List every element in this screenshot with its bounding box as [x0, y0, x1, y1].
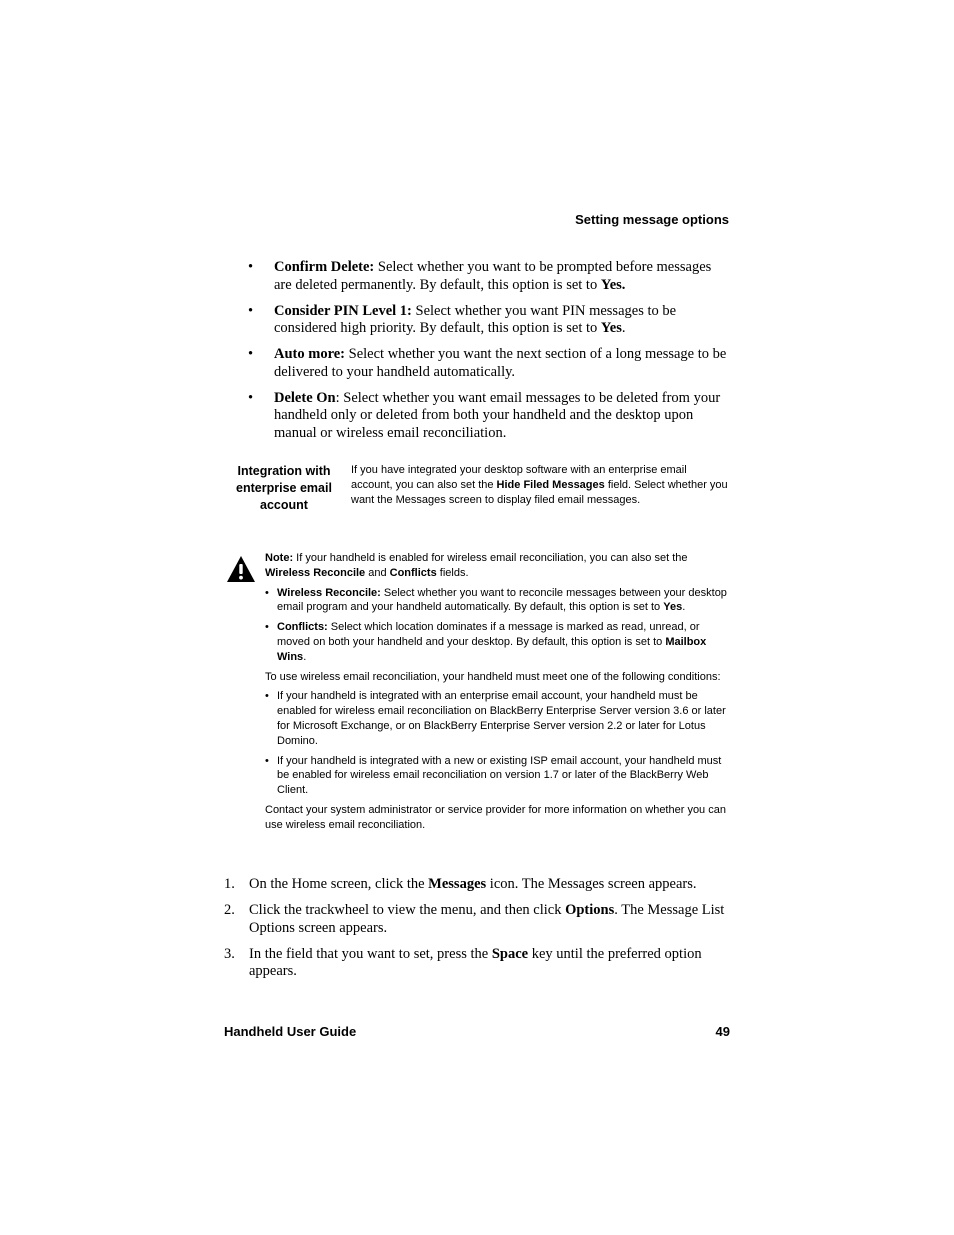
- step-text: On the Home screen, click the: [249, 876, 429, 892]
- step-text: . The Message List Options screen appears.: [249, 902, 725, 936]
- note-block: [265, 551, 731, 838]
- option-default-value: Yes: [600, 320, 622, 336]
- step-ui-term: Space: [491, 945, 529, 962]
- bullet: •: [248, 302, 254, 319]
- note-text: fields.: [436, 566, 469, 579]
- bullet: •: [248, 389, 254, 406]
- note-field-wireless-reconcile: [265, 586, 731, 616]
- page-number: 49: [715, 1024, 730, 1039]
- option-label: Auto more:: [274, 346, 346, 362]
- sidebar-text: [351, 463, 731, 509]
- sidebar-label: Integration with enterprise email account: [236, 464, 332, 512]
- option-label: Confirm Delete:: [274, 259, 375, 275]
- contact-text: Contact your system administrator or service provider for more information on whether you can use wireless email reconciliation.: [265, 803, 726, 831]
- bullet: •: [265, 690, 269, 703]
- note-text: If your handheld is enabled for wireless email reconciliation, you can also set the: [293, 552, 688, 564]
- condition-text: If your handheld is integrated with a new or existing ISP email account, your handheld must be enabled for wireless email reconciliation on version 1.7 or later of the BlackBerry Web Client.: [277, 754, 722, 797]
- note-field-name: Conflicts: [389, 566, 437, 579]
- bullet: •: [248, 259, 254, 275]
- bullet: •: [265, 621, 269, 634]
- sidebar-text-a: If you have integrated your desktop software with an enterprise email account, you can also set the: [351, 464, 687, 492]
- option-confirm-delete: [248, 259, 730, 294]
- step-ui-term: Messages: [428, 876, 487, 892]
- option-description: Select whether you want the next section of a long message to be delivered to your handheld automatically.: [274, 346, 727, 380]
- option-description: Select whether you want to be prompted before messages are deleted permanently. By default, this option is set to: [274, 259, 712, 293]
- option-default-value: Yes.: [600, 276, 626, 293]
- step-ui-term: Options: [565, 902, 615, 918]
- step-number: 3.: [224, 945, 235, 962]
- note-field-label: Wireless Reconcile:: [277, 586, 381, 599]
- bullet: •: [265, 754, 269, 767]
- note-field-tail: .: [303, 650, 307, 663]
- step-number: 2.: [224, 902, 235, 918]
- condition-item: [265, 754, 731, 798]
- condition-text: If your handheld is integrated with an enterprise email account, your handheld must be enabled for wireless email reconciliation on BlackBerry Enterprise Server version 3.6 or later for Microsoft Exchange, or on BlackBerry Enterprise Server version 2.2 or later for Lotus Domino.: [277, 690, 726, 747]
- step-item: [224, 946, 730, 981]
- note-field-value: Yes: [663, 601, 683, 614]
- steps-list: [224, 876, 730, 989]
- note-field-text: Select which location dominates if a message is marked as read, unread, or moved on both your handheld and your desktop. By default, this option is set to: [277, 621, 700, 648]
- note-field-name: Wireless Reconcile: [265, 566, 366, 579]
- note-field-tail: .: [682, 601, 686, 614]
- bullet: •: [265, 586, 269, 599]
- option-consider-pin: [248, 303, 730, 338]
- option-description: : Select whether you want email messages to be deleted from your handheld only or deleted from both your handheld and the desktop upon manual or wireless email reconciliation.: [274, 389, 721, 441]
- option-description: Select whether you want PIN messages to be considered high priority. By default, this option is set to: [274, 302, 677, 336]
- warning-icon: [226, 555, 256, 583]
- note-field-text: Select whether you want to reconcile messages between your desktop email program and your handheld automatically. By default, this option is set to: [277, 586, 727, 614]
- note-field-conflicts: [265, 620, 731, 664]
- note-text: and: [365, 566, 390, 579]
- option-label: Delete On: [274, 389, 336, 406]
- note-label: Note:: [265, 552, 294, 564]
- note-intro: [265, 551, 731, 581]
- note-field-label: Conflicts:: [277, 621, 328, 634]
- option-tail: .: [621, 320, 626, 336]
- conditions-intro: To use wireless email reconciliation, your handheld must meet one of the following conditions:: [265, 670, 721, 683]
- note-field-value: Mailbox Wins: [277, 635, 707, 663]
- step-text: Click the trackwheel to view the menu, and then click: [249, 902, 566, 918]
- options-list: [248, 259, 730, 451]
- step-text: In the field that you want to set, press the: [249, 945, 492, 962]
- step-item: [224, 876, 730, 894]
- option-delete-on: [248, 390, 730, 443]
- sidebar-text-b: field. Select whether you want the Messages screen to display filed email messages.: [351, 479, 728, 507]
- step-text: key until the preferred option appears.: [249, 945, 702, 979]
- step-item: [224, 902, 730, 937]
- option-label: Consider PIN Level 1:: [274, 302, 412, 319]
- running-header: Setting message options: [575, 212, 729, 227]
- step-text: icon. The Messages screen appears.: [486, 876, 697, 892]
- bullet: •: [248, 346, 254, 362]
- footer-title: Handheld User Guide: [224, 1024, 357, 1039]
- step-number: 1.: [224, 876, 235, 892]
- sidebar-field-name: Hide Filed Messages: [496, 479, 605, 492]
- condition-item: [265, 689, 731, 748]
- option-auto-more: [248, 346, 730, 381]
